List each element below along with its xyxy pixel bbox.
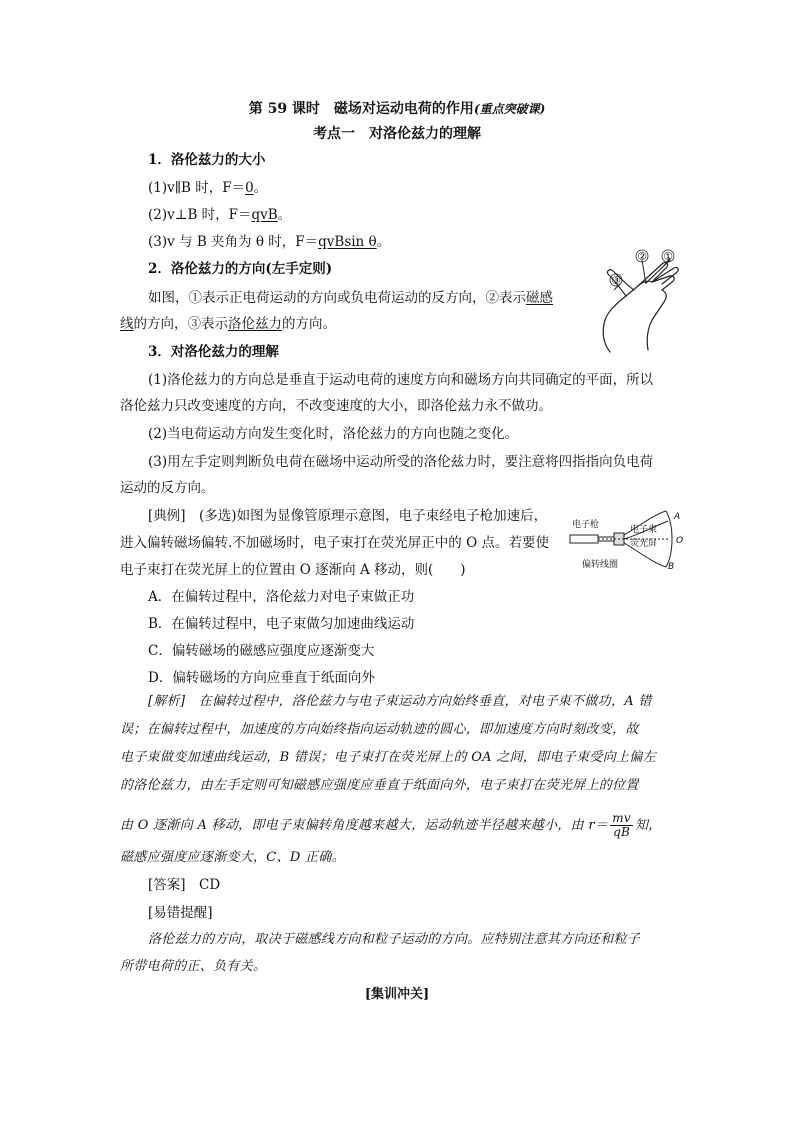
title-main: 第 59 课时 磁场对运动电荷的作用	[248, 101, 474, 117]
analysis-line2: 误；在偏转过程中，加速度的方向始终指向运动轨迹的圆心，即加速度方向时刻改变，故	[120, 722, 639, 737]
formula-denominator: qB	[613, 825, 631, 839]
analysis-line6: 磁感应强度应逐渐变大，C、D 正确。	[120, 850, 345, 865]
label-coil: 偏转线圈	[582, 560, 619, 570]
practice-heading: [集训冲关]	[364, 987, 430, 1002]
section2-heading: 2．洛伦兹力的方向(左手定则)	[148, 261, 333, 277]
formula-numerator: mv	[612, 811, 631, 825]
section2-line1-text: 如图，①表示正电荷运动的方向或负电荷运动的反方向，②表示	[148, 290, 526, 306]
section-subtitle: 考点一 对洛伦兹力的理解	[313, 126, 481, 142]
section3-heading: 3．对洛伦兹力的理解	[148, 344, 279, 360]
example-line3: 电子束打在荧光屏上的位置由 O 逐渐向 A 移动，则( )	[120, 562, 466, 578]
hand-label-1: ①	[663, 250, 673, 263]
section2-line2-text: 的方向，③表示	[133, 316, 228, 332]
label-beam: 电子束	[630, 525, 658, 535]
section2-line2-end: 的方向。	[282, 316, 336, 332]
section2-answer-a: 磁感	[526, 290, 553, 306]
section3-p3-l1: (3)用左手定则判断负电荷在磁场中运动所受的洛伦兹力时，要注意将四指指向负电荷	[148, 454, 654, 470]
analysis-line3: 电子束做变加速曲线运动，B 错误；电子束打在荧光屏上的 OA 之间，即电子束受向上偏左	[120, 750, 656, 765]
analysis-line5	[120, 812, 662, 839]
label-A: A	[674, 512, 681, 522]
example-line1: [典例] (多选)如图为显像管原理示意图，电子束经电子枪加速后，	[148, 508, 548, 524]
case3-answer: qvBsin θ	[318, 234, 377, 250]
section1-heading: 1．洛伦兹力的大小	[148, 152, 266, 168]
analysis-line1: [解析] 在偏转过程中，洛伦兹力与电子束运动方向始终垂直，对电子束不做功，A 错	[148, 694, 652, 709]
case3	[148, 232, 390, 252]
hand-label-2: ②	[637, 250, 647, 263]
case1	[148, 178, 267, 198]
case1-end: 。	[253, 180, 268, 196]
analysis-line5-text: 由 O 逐渐向 A 移动，即电子束偏转角度越来越大，运动轨迹半径越来越小，由 r＝	[120, 818, 609, 833]
option-a: A．在偏转过程中，洛伦兹力对电子束做正功	[148, 589, 415, 605]
case1-text: (1)v∥B 时，F＝	[148, 180, 246, 196]
analysis-line4: 的洛伦兹力，由左手定则可知磁感应强度应垂直于纸面向外，电子束打在荧光屏上的位置	[120, 778, 639, 793]
label-screen: 荧光屏	[630, 539, 658, 549]
option-b: B．在偏转过程中，电子束做匀加速曲线运动	[148, 616, 415, 632]
radius-formula	[610, 812, 633, 839]
tip-line1: 洛伦兹力的方向，取决于磁感线方向和粒子运动的方向。应特别注意其方向还和粒子	[148, 932, 641, 947]
section2-answer-b: 线	[120, 316, 134, 332]
section3-p1-l2: 洛伦兹力只改变速度的方向，不改变速度的大小，即洛伦兹力永不做功。	[120, 398, 552, 414]
electron-gun-shape	[570, 535, 598, 543]
page-title	[0, 98, 794, 118]
example-line2: 进入偏转磁场偏转.不加磁场时，电子束打在荧光屏正中的 O 点。若要使	[120, 535, 549, 551]
case2-end: 。	[277, 207, 292, 223]
section3-p3-l2: 运动的反方向。	[120, 480, 215, 496]
tip-heading: [易错提醒]	[148, 905, 213, 921]
hand-label-3: ③	[611, 274, 621, 287]
label-O: O	[676, 536, 684, 546]
analysis-line5-end: 知，	[635, 818, 662, 833]
left-hand-diagram	[586, 246, 694, 356]
section3-p2: (2)当电荷运动方向发生变化时，洛伦兹力的方向也随之变化。	[148, 426, 519, 442]
section3-p1-l1: (1)洛伦兹力的方向总是垂直于运动电荷的速度方向和磁场方向共同确定的平面，所以	[148, 372, 654, 388]
section2-answer-c: 洛伦兹力	[228, 316, 282, 332]
case2-text: (2)v⊥B 时，F＝	[148, 207, 252, 223]
label-gun: 电子枪	[572, 520, 600, 530]
tip-line2: 所带电荷的正、负有关。	[120, 959, 267, 974]
title-note: (重点突破课)	[473, 102, 546, 116]
case3-end: 。	[376, 234, 391, 250]
case2-answer: qvB	[251, 207, 278, 223]
section2-line2	[120, 314, 336, 334]
section2-line1	[148, 288, 553, 308]
label-B: B	[668, 562, 675, 572]
case2	[148, 205, 291, 225]
case3-text: (3)v 与 B 夹角为 θ 时，F＝	[148, 234, 319, 250]
option-c: C．偏转磁场的磁感应强度应逐渐变大	[148, 643, 375, 659]
option-d: D．偏转磁场的方向应垂直于纸面向外	[148, 670, 375, 686]
crt-diagram	[568, 505, 688, 575]
answer: [答案] CD	[148, 877, 221, 893]
case1-answer: 0	[245, 180, 254, 196]
